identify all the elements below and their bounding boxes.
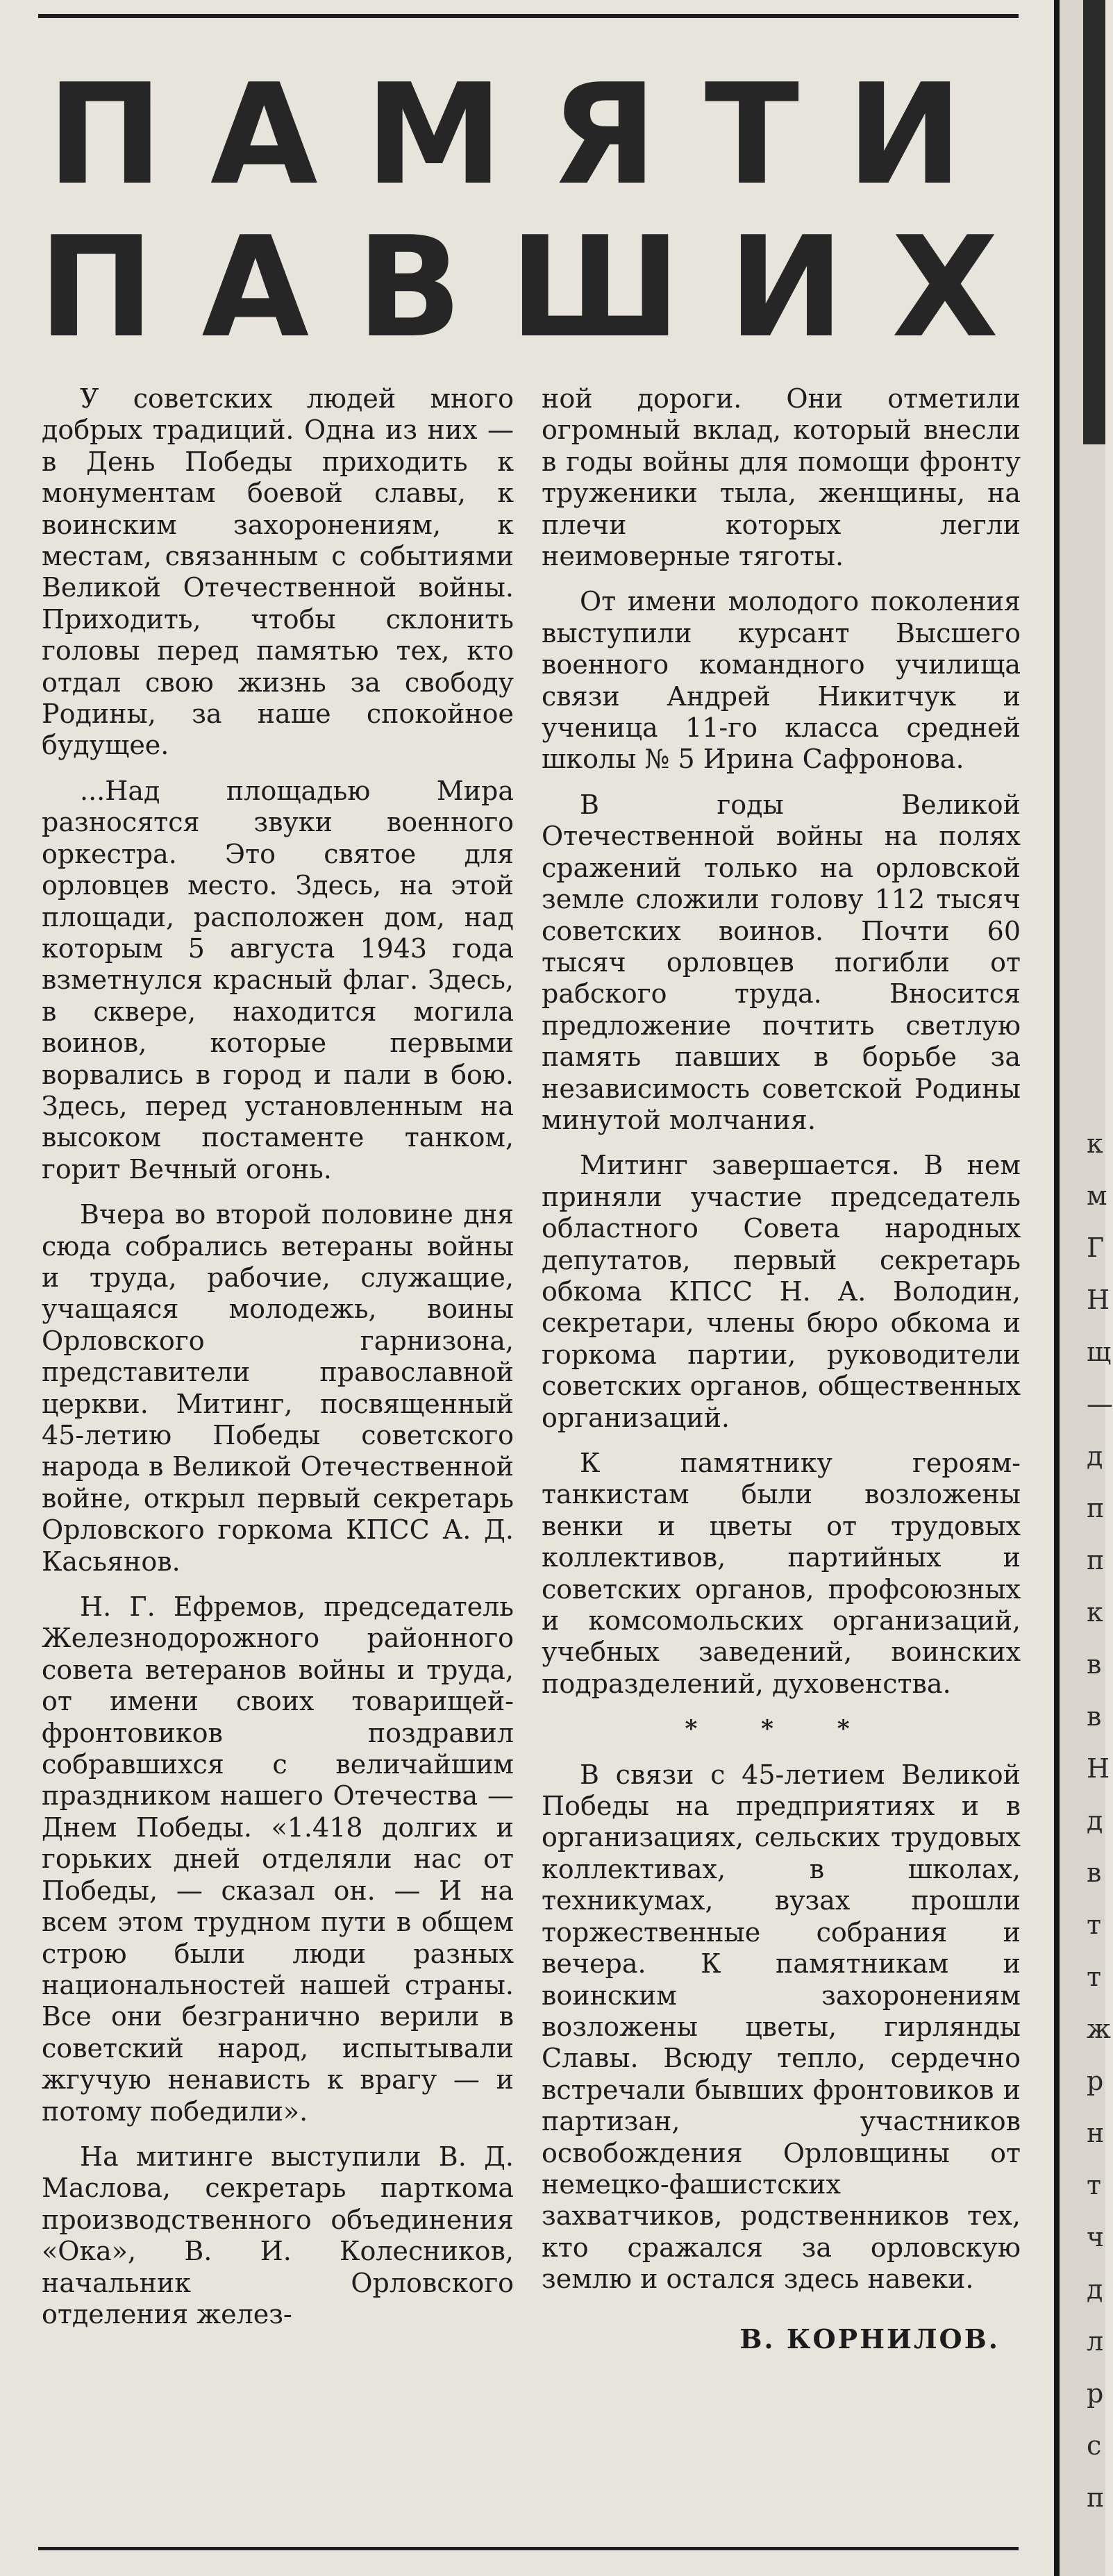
paragraph: Н. Г. Ефремов, председатель Железнодорожного районного совета ветеранов войны и труда, от имени своих товарищей-фронтовиков поздравил собравшихся с величайшим праздником нашего Отечества — Днем Победы. «1.418 долгих и горьких дней отделяли нас от Победы, — сказал он. — И на всем этом трудном пути в общем строю были люди разных национальностей нашей страны. Все они безгранично верили в советский народ, испытывали жгучую ненависть к врагу — и потому победили». [42, 1591, 514, 2127]
paragraph: ...Над площадью Мира разносятся звуки военного оркестра. Это святое для орловцев место. Здесь, на этой площади, расположен дом, над которым 5 августа 1943 года взметнулся красный флаг. Здесь, в сквере, находится могила воинов, которые первыми ворвались в город и пали в бою. Здесь, перед установленным на высоком постаменте танком, горит Вечный огонь. [42, 775, 514, 1185]
paragraph: На митинге выступили В. Д. Маслова, секретарь парткома производственного объединения «Ока», В. И. Колесников, начальник Орловского отделения желез- [42, 2141, 514, 2330]
article-column-left [42, 383, 514, 2344]
paragraph: К памятнику героям-танкистам были возложены венки и цветы от трудовых коллективов, партийных и советских органов, профсоюзных и комсомольских организаций, учебных заведений, воинских подразделений, духовенства. [542, 1448, 1021, 1699]
headline-line-1: ПАМЯТИ [47, 54, 1010, 216]
headline-line-2: ПАВШИХ [38, 207, 1046, 369]
adjacent-letter: д [1087, 2274, 1103, 2305]
adjacent-letter: р [1087, 2066, 1104, 2096]
adjacent-letter: щ [1087, 1337, 1112, 1367]
adjacent-letter: т [1087, 2170, 1102, 2200]
bottom-rule [38, 2547, 1019, 2550]
section-separator: * * * [685, 1715, 878, 1743]
paragraph: Митинг завершается. В нем приняли участие председатель областного Совета народных депутатов, первый секретарь обкома КПСС Н. А. Володин, секретари, члены бюро обкома и горкома партии, руководители советских органов, общественных организаций. [542, 1150, 1021, 1433]
top-rule [38, 14, 1019, 18]
paragraph: Вчера во второй половине дня сюда собрались ветераны войны и труда, рабочие, служащие, учащаяся молодежь, воины Орловского гарнизона, представители православной церкви. Митинг, посвященный 45-летию Победы советского народа в Великой Отечественной войне, открыл первый секретарь Орловского горкома КПСС А. Д. Касьянов. [42, 1199, 514, 1577]
adjacent-letter: в [1087, 1857, 1102, 1888]
adjacent-letter: н [1087, 2118, 1105, 2148]
paragraph: В годы Великой Отечественной войны на полях сражений только на орловской земле сложили голову 112 тысяч советских воинов. Почти 60 тысяч орловцев погибли от рабского труда. Вносится предложение почтить светлую память павших в борьбе за независимость советской Родины минутой молчания. [542, 789, 1021, 1135]
adjacent-letter: т [1087, 1962, 1102, 1992]
adjacent-letter: Г [1087, 1232, 1105, 1263]
column-separator [1054, 0, 1060, 2576]
adjacent-letter: п [1087, 2482, 1105, 2513]
adjacent-letter: л [1087, 2326, 1104, 2357]
adjacent-letter: п [1087, 1493, 1105, 1523]
adjacent-letter: — [1087, 1389, 1113, 1419]
adjacent-letter: т [1087, 1909, 1102, 1940]
adjacent-letter: д [1087, 1805, 1103, 1836]
adjacent-letter: м [1087, 1180, 1107, 1211]
adjacent-letter: с [1087, 2430, 1102, 2461]
adjacent-letter: ж [1087, 2014, 1111, 2044]
adjacent-letter: Н [1087, 1285, 1110, 1315]
paragraph-continuation: ной дороги. Они отметили огромный вклад, который внесли в годы войны для помощи фронту труженики тыла, женщины, на плечи которых легли неимоверные тяготы. [542, 383, 1021, 572]
author-byline: В. КОРНИЛОВ. [739, 2323, 1000, 2355]
adjacent-letter: в [1087, 1701, 1102, 1732]
paragraph: В связи с 45-летием Великой Победы на предприятиях и в организациях, сельских трудовых коллективах, в школах, техникумах, вузах прошли торжественные собрания и вечера. К памятникам и воинским захоронениям возложены цветы, гирлянды Славы. Всюду тепло, сердечно встречали бывших фронтовиков и партизан, участников освобождения Орловщины от немецко-фашистских захватчиков, родственников тех, кто сражался за орловскую землю и остался здесь навеки. [542, 1759, 1021, 2295]
adjacent-letter: Н [1087, 1753, 1110, 1784]
adjacent-letter: к [1087, 1597, 1103, 1628]
adjacent-letter: д [1087, 1441, 1103, 1471]
adjacent-dark-block [1083, 0, 1105, 444]
adjacent-letter: к [1087, 1128, 1103, 1159]
adjacent-letter: п [1087, 1545, 1105, 1575]
adjacent-letter: в [1087, 1649, 1102, 1680]
article-column-right [542, 383, 1021, 2355]
paragraph: От имени молодого поколения выступили курсант Высшего военного командного училища связи Андрей Никитчук и ученица 11-го класса средней школы № 5 Ирина Сафронова. [542, 586, 1021, 775]
adjacent-letter: р [1087, 2378, 1104, 2409]
paragraph: У советских людей много добрых традиций. Одна из них — в День Победы приходить к монументам боевой славы, к воинским захоронениям, к местам, связанным с событиями Великой Отечественной войны. Приходить, чтобы склонить головы перед памятью тех, кто отдал свою жизнь за свободу Родины, за наше спокойное будущее. [42, 383, 514, 761]
adjacent-letter: ч [1087, 2222, 1105, 2252]
